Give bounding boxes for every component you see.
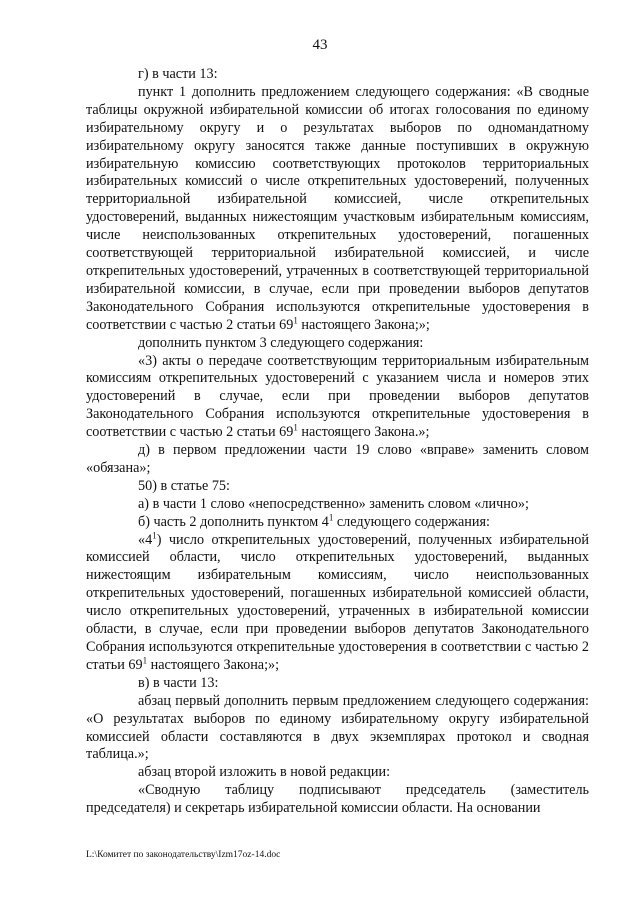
paragraph-text: г) в части 13:	[138, 66, 218, 82]
paragraph	[86, 675, 589, 693]
paragraph-text: «Сводную таблицу подписывают председатель (заместитель председателя) и секретарь избирательной комиссии области. На основании	[86, 782, 589, 817]
paragraph-text: настоящего Закона;»;	[297, 316, 430, 333]
paragraph	[86, 693, 589, 765]
paragraph	[86, 478, 589, 496]
paragraph	[86, 442, 589, 478]
paragraph-text: абзац первый дополнить первым предложением следующего содержания: «О результатах выборов по единому избирательному округу избирательной комиссией области составляются в двух экземплярах протокол и сводная таблица.»;	[86, 692, 589, 763]
paragraph-text: «3) акты о передаче соответствующим территориальным избирательным комиссиям открепительных удостоверений с указанием числа и номеров этих удостоверений в случае, если при проведении выборов депутатов Законодательного Собрания используются открепительные удостоверения в соответствии с частью 2 статьи 69	[86, 352, 589, 441]
document-body	[86, 66, 589, 818]
paragraph-text: дополнить пунктом 3 следующего содержания:	[138, 334, 424, 351]
paragraph-text: абзац второй изложить в новой редакции:	[138, 764, 391, 781]
paragraph-text: «4	[138, 531, 153, 548]
paragraph	[86, 782, 589, 818]
paragraph	[86, 511, 589, 532]
superscript: 1	[152, 529, 157, 540]
superscript: 1	[328, 511, 334, 522]
paragraph-text: следующего содержания:	[333, 513, 490, 530]
footer-file-path: L:\Комитет по законодательству\Izm17oz-14.doc	[86, 850, 281, 860]
paragraph	[86, 764, 589, 782]
paragraph-text: настоящего Закона.»;	[297, 424, 430, 441]
paragraph-text: ) число открепительных удостоверений, полученных избирательной комиссией области, число открепительных удостоверений, выданных нижестоящим избирательным комиссиям, число неиспользованных открепительных удостоверений, погашенных избирательной комиссией области, число открепительных удостоверений, утраченных в избирательной комиссии области, в случае, если при проведении выборов депутатов Законодательного Собрания используются открепительные удостоверения в соответствии с частью 2 статьи 69	[86, 531, 589, 673]
page-number: 43	[312, 37, 328, 53]
paragraph-text: в) в части 13:	[138, 674, 219, 691]
paragraph-text: б) часть 2 дополнить пунктом 4	[138, 513, 329, 530]
paragraph	[86, 353, 589, 443]
paragraph	[86, 84, 589, 335]
paragraph-text: пункт 1 дополнить предложением следующего содержания: «В сводные таблицы окружной избирательной комиссии об итогах голосования по единому избирательному округу и о результатах выборов по одномандатному избирательному округу заносятся также данные поступивших в окружную избирательную комиссию соответствующих протоколов территориальных избирательных комиссий о числе открепительных удостоверений, полученных территориальной избирательной комиссией, числе открепительных удостоверений, выданных нижестоящим участковым избирательным комиссиям, числе неиспользованных открепительных удостоверений, погашенных соответствующей территориальной избирательной комиссией, и числе открепительных удостоверений, утраченных в соответствующей территориальной избирательной комиссии, в случае, если при проведении выборов депутатов Законодательного Собрания используются открепительные удостоверения в соответствии с частью 2 статьи 69	[86, 83, 589, 333]
superscript: 1	[142, 655, 148, 666]
paragraph-text: настоящего Закона;»;	[147, 656, 280, 673]
paragraph	[86, 335, 589, 353]
superscript: 1	[293, 422, 298, 433]
paragraph	[86, 496, 589, 514]
paragraph	[86, 529, 589, 675]
paragraph-text: а) в части 1 слово «непосредственно» заменить словом «лично»;	[138, 495, 529, 512]
paragraph-text: д) в первом предложении части 19 слово «вправе» заменить словом «обязана»;	[86, 442, 589, 476]
paragraph	[86, 66, 589, 84]
superscript: 1	[293, 314, 298, 325]
paragraph-text: 50) в статье 75:	[138, 477, 230, 494]
